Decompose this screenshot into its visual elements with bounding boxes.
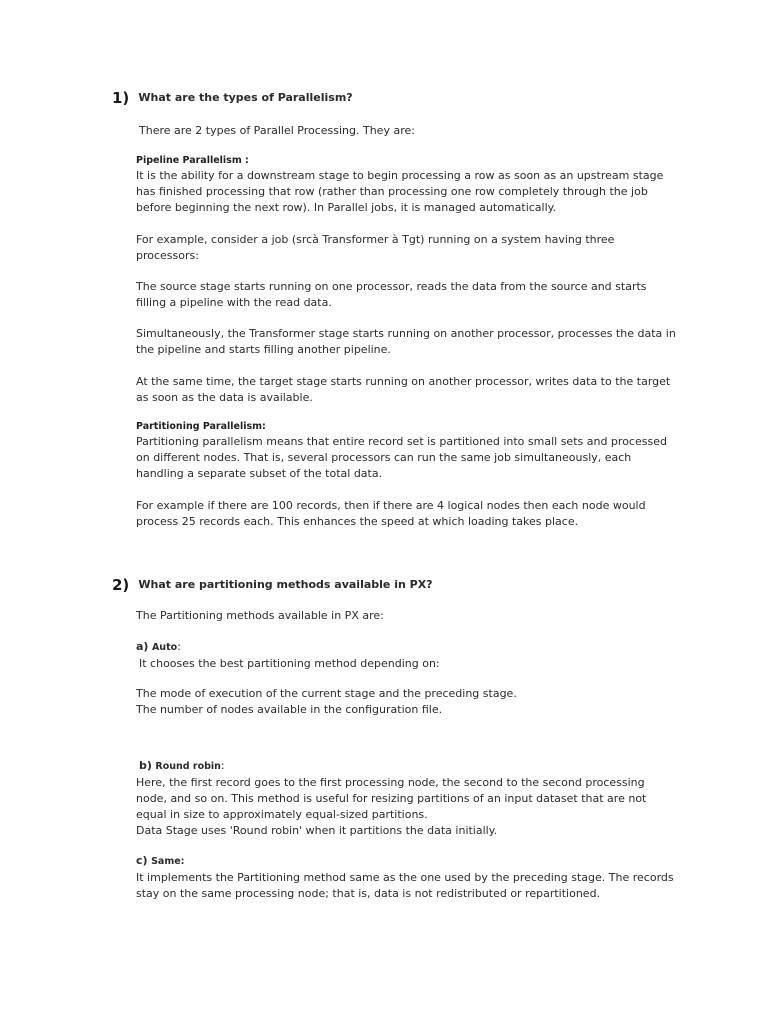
auto-line-2: The mode of execution of the current stage and the preceding stage.: [136, 687, 517, 700]
same-letter: c): [136, 854, 148, 867]
partitioning-example: [136, 498, 676, 530]
partitioning-section: [136, 420, 676, 482]
round-robin-paragraph: Here, the first record goes to the first processing node, the second to the second processing node, and so on. This method is useful for resizing partitions of an input dataset that are not equal in size to approximately equal-sized partitions.: [136, 776, 647, 821]
question-1-text: What are the types of Parallelism?: [138, 91, 353, 104]
partitioning-paragraph-2: For example if there are 100 records, then if there are 4 logical nodes then each node would process 25 records each. This enhances the speed at which loading takes place.: [136, 499, 646, 528]
same-heading: [136, 853, 676, 870]
pipeline-transformer: [136, 326, 676, 358]
auto-line-1: It chooses the best partitioning method depending on:: [139, 657, 440, 670]
auto-line-3: The number of nodes available in the configuration file.: [136, 703, 443, 716]
pipeline-paragraph-3: The source stage starts running on one processor, reads the data from the source and starts filling a pipeline with the read data.: [136, 280, 647, 309]
same-section: [136, 853, 676, 902]
auto-details: [136, 686, 676, 718]
pipeline-paragraph-5: At the same time, the target stage starts running on another processor, writes data to the target as soon as the data is available.: [136, 375, 671, 404]
pipeline-section: [136, 154, 676, 216]
same-paragraph: It implements the Partitioning method same as the one used by the preceding stage. The records stay on the same processing node; that is, data is not redistributed or repartitioned.: [136, 871, 674, 900]
question-2: [112, 575, 433, 594]
q1-intro-text: There are 2 types of Parallel Processing. They are:: [139, 124, 415, 137]
round-robin-heading: [136, 758, 676, 775]
q1-intro: [136, 123, 676, 139]
round-robin-line-2: Data Stage uses 'Round robin' when it partitions the data initially.: [136, 824, 498, 837]
q2-intro: [136, 608, 676, 624]
partitioning-heading: Partitioning Parallelism:: [136, 421, 266, 432]
question-2-number: 2): [112, 576, 130, 594]
round-robin-name: Round robin: [155, 761, 221, 772]
pipeline-source: [136, 279, 676, 311]
pipeline-paragraph-1: It is the ability for a downstream stage to begin processing a row as soon as an upstream stage has finished processing that row (rather than processing one row completely through the job before beginning the next row). In Parallel jobs, it is managed automatically.: [136, 169, 664, 214]
round-robin-section: [136, 758, 676, 839]
auto-letter: a): [136, 640, 149, 653]
round-robin-letter: b): [139, 759, 152, 772]
auto-section: [136, 639, 676, 672]
pipeline-heading: Pipeline Parallelism :: [136, 155, 249, 166]
same-name: Same:: [151, 856, 185, 867]
auto-heading: [136, 639, 676, 656]
question-1-number: 1): [112, 89, 130, 107]
partitioning-paragraph-1: Partitioning parallelism means that entire record set is partitioned into small sets and processed on different nodes. That is, several processors can run the same job simultaneously, each handling a separate subset of the total data.: [136, 435, 667, 480]
question-2-text: What are partitioning methods available in PX?: [138, 578, 433, 591]
round-robin-suffix: :: [220, 759, 225, 772]
pipeline-paragraph-2: For example, consider a job (srcà Transformer à Tgt) running on a system having three processors:: [136, 233, 615, 262]
question-1: [112, 88, 353, 107]
pipeline-paragraph-4: Simultaneously, the Transformer stage starts running on another processor, processes the data in the pipeline and starts filling another pipeline.: [136, 327, 676, 356]
pipeline-example: [136, 232, 676, 264]
pipeline-target: [136, 374, 676, 406]
q2-intro-text: The Partitioning methods available in PX are:: [136, 609, 384, 622]
auto-suffix: :: [177, 640, 181, 653]
auto-name: Auto: [151, 642, 178, 653]
